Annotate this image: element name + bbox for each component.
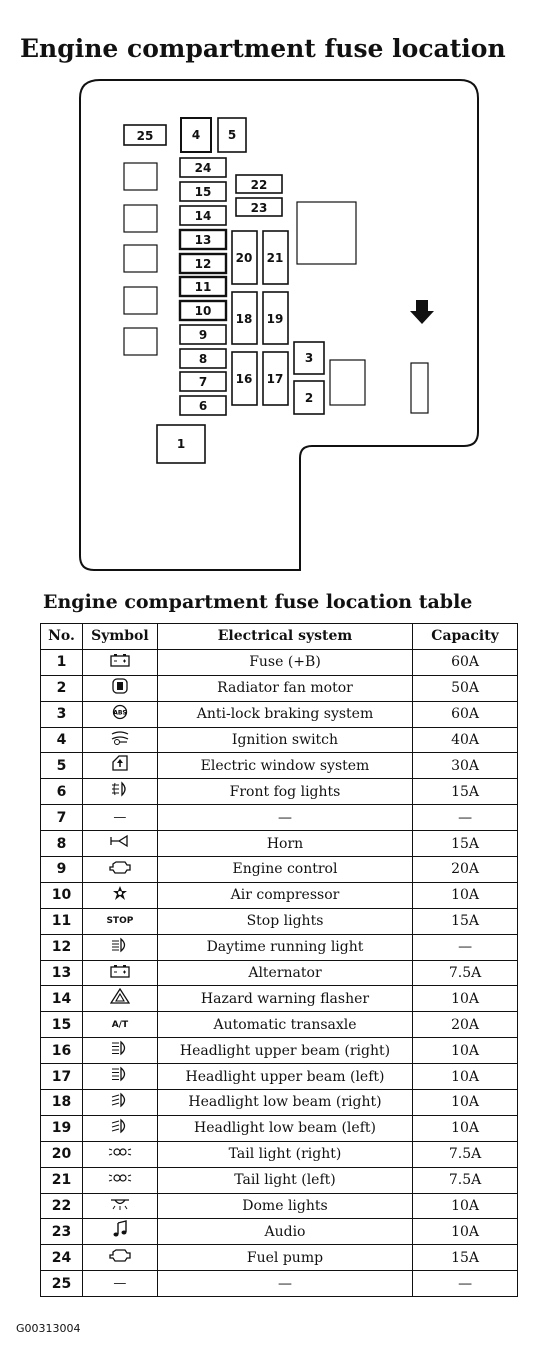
fuse-12 [180, 254, 226, 273]
fuse-number: 19 [41, 1115, 83, 1141]
fuse-25 [124, 125, 166, 145]
fuse-number: 21 [41, 1167, 83, 1193]
table-row [41, 1012, 518, 1038]
fuse-number: 1 [41, 649, 83, 675]
fuse-table [40, 623, 518, 1297]
fuse-number: 3 [41, 701, 83, 727]
horn-icon [82, 831, 157, 857]
electrical-system: Headlight upper beam (left) [157, 1064, 412, 1090]
table-row [41, 1167, 518, 1193]
table-row [41, 1064, 518, 1090]
capacity: 7.5A [413, 1167, 518, 1193]
fuse-9 [180, 325, 226, 344]
electrical-system: Electric window system [157, 753, 412, 779]
battery-icon [82, 649, 157, 675]
header-capacity: Capacity [413, 624, 518, 650]
electrical-system: Audio [157, 1219, 412, 1245]
fuse-15 [180, 182, 226, 201]
svg-text:2: 2 [304, 391, 314, 405]
svg-text:14: 14 [194, 209, 212, 223]
ignition-key-icon [82, 727, 157, 753]
fuse-number: 16 [41, 1038, 83, 1064]
capacity: 10A [413, 1090, 518, 1116]
electrical-system: Radiator fan motor [157, 675, 412, 701]
fuse-5 [218, 118, 246, 152]
capacity: — [413, 1271, 518, 1297]
high-beam-icon [82, 1064, 157, 1090]
svg-text:8: 8 [198, 352, 208, 366]
fuse-3 [294, 342, 324, 374]
table-row [41, 1038, 518, 1064]
svg-text:13: 13 [194, 233, 212, 247]
empty-cavity [124, 163, 157, 190]
fuel-pump-icon [82, 1245, 157, 1271]
svg-text:16: 16 [235, 372, 253, 386]
electrical-system: Tail light (right) [157, 1141, 412, 1167]
table-row [41, 701, 518, 727]
table-row [41, 857, 518, 883]
table-row [41, 960, 518, 986]
fuse-number: 7 [41, 805, 83, 831]
symbol-text: — [82, 1271, 157, 1297]
svg-text:24: 24 [194, 161, 212, 175]
svg-text:10: 10 [194, 304, 212, 318]
svg-text:ABS: ABS [113, 709, 127, 717]
figure-code: G00313004 [16, 1322, 81, 1335]
electrical-system: Fuse (+B) [157, 649, 412, 675]
daytime-light-icon [82, 934, 157, 960]
electrical-system: Fuel pump [157, 1245, 412, 1271]
fuse-number: 12 [41, 934, 83, 960]
table-row [41, 882, 518, 908]
svg-text:17: 17 [266, 372, 284, 386]
fuse-23 [236, 198, 282, 216]
fuse-box-diagram [0, 0, 540, 590]
electrical-system: Front fog lights [157, 779, 412, 805]
fuse-number: 6 [41, 779, 83, 805]
capacity: 15A [413, 831, 518, 857]
relay-block [297, 202, 356, 264]
electrical-system: Alternator [157, 960, 412, 986]
power-window-icon [82, 753, 157, 779]
empty-cavity [124, 245, 157, 272]
electrical-system: Automatic transaxle [157, 1012, 412, 1038]
front-fog-light-icon [82, 779, 157, 805]
fuse-2 [294, 381, 324, 414]
electrical-system: Stop lights [157, 908, 412, 934]
arrow-down-icon [410, 300, 434, 324]
header-no: No. [41, 624, 83, 650]
svg-text:9: 9 [198, 328, 208, 342]
fuse-number: 15 [41, 1012, 83, 1038]
capacity: 15A [413, 1245, 518, 1271]
empty-cavity [124, 287, 157, 314]
fuse-21 [263, 231, 288, 284]
table-row [41, 934, 518, 960]
electrical-system: Ignition switch [157, 727, 412, 753]
fuse-13 [180, 230, 226, 249]
svg-text:21: 21 [266, 251, 284, 265]
capacity: 15A [413, 908, 518, 934]
fuse-17 [263, 352, 288, 405]
svg-text:4: 4 [191, 128, 201, 142]
table-row [41, 1090, 518, 1116]
capacity: 7.5A [413, 1141, 518, 1167]
header-system: Electrical system [157, 624, 412, 650]
capacity: 20A [413, 857, 518, 883]
fuse-number: 8 [41, 831, 83, 857]
fuse-number: 20 [41, 1141, 83, 1167]
fuse-number: 14 [41, 986, 83, 1012]
engine-icon [82, 857, 157, 883]
table-header-row [41, 624, 518, 650]
capacity: 40A [413, 727, 518, 753]
capacity: 7.5A [413, 960, 518, 986]
empty-cavity [124, 205, 157, 232]
electrical-system: Headlight low beam (left) [157, 1115, 412, 1141]
table-row [41, 805, 518, 831]
electrical-system: — [157, 805, 412, 831]
capacity: — [413, 934, 518, 960]
fuse-number: 5 [41, 753, 83, 779]
table-row [41, 675, 518, 701]
symbol-text: — [82, 805, 157, 831]
page-title: Engine compartment fuse location [20, 34, 506, 63]
tail-light-icon [82, 1167, 157, 1193]
symbol-text: STOP [82, 908, 157, 934]
fuse-number: 22 [41, 1193, 83, 1219]
svg-text:25: 25 [136, 129, 154, 143]
fuse-8 [180, 349, 226, 368]
svg-text:11: 11 [194, 280, 212, 294]
fuse-11 [180, 277, 226, 296]
svg-text:22: 22 [250, 178, 268, 192]
fuse-18 [232, 292, 257, 344]
electrical-system: Tail light (left) [157, 1167, 412, 1193]
high-beam-icon [82, 1038, 157, 1064]
table-row [41, 727, 518, 753]
fuse-7 [180, 372, 226, 391]
capacity: — [413, 805, 518, 831]
fuse-20 [232, 231, 257, 284]
fuse-number: 24 [41, 1245, 83, 1271]
table-row [41, 1193, 518, 1219]
header-symbol: Symbol [82, 624, 157, 650]
electrical-system: — [157, 1271, 412, 1297]
hazard-triangle-icon [82, 986, 157, 1012]
svg-text:23: 23 [250, 201, 268, 215]
svg-text:19: 19 [266, 312, 284, 326]
fuse-number: 9 [41, 857, 83, 883]
svg-text:12: 12 [194, 257, 212, 271]
fuse-19 [263, 292, 288, 344]
table-row [41, 1271, 518, 1297]
fuse-4 [181, 118, 211, 152]
fuse-24 [180, 158, 226, 177]
fuse-number: 25 [41, 1271, 83, 1297]
table-row [41, 779, 518, 805]
capacity: 10A [413, 986, 518, 1012]
capacity: 30A [413, 753, 518, 779]
capacity: 15A [413, 779, 518, 805]
fuse-1 [157, 425, 205, 463]
dome-light-icon [82, 1193, 157, 1219]
fuse-14 [180, 206, 226, 225]
capacity: 10A [413, 1038, 518, 1064]
connector-slot [411, 363, 428, 413]
svg-text:5: 5 [227, 128, 237, 142]
capacity: 10A [413, 1193, 518, 1219]
tail-light-icon [82, 1141, 157, 1167]
svg-text:1: 1 [176, 437, 186, 451]
table-title: Engine compartment fuse location table [43, 591, 473, 613]
fuse-22 [236, 175, 282, 193]
table-row [41, 1219, 518, 1245]
capacity: 10A [413, 1064, 518, 1090]
capacity: 50A [413, 675, 518, 701]
electrical-system: Headlight upper beam (right) [157, 1038, 412, 1064]
table-row [41, 1141, 518, 1167]
audio-note-icon [82, 1219, 157, 1245]
fuse-number: 2 [41, 675, 83, 701]
electrical-system: Anti-lock braking system [157, 701, 412, 727]
svg-text:3: 3 [304, 351, 314, 365]
svg-text:6: 6 [198, 399, 208, 413]
table-row [41, 908, 518, 934]
fuse-10 [180, 301, 226, 320]
capacity: 10A [413, 1219, 518, 1245]
table-row [41, 831, 518, 857]
fuse-number: 17 [41, 1064, 83, 1090]
relay-block [330, 360, 365, 405]
fuse-number: 18 [41, 1090, 83, 1116]
capacity: 60A [413, 649, 518, 675]
empty-cavity [124, 328, 157, 355]
svg-text:15: 15 [194, 185, 212, 199]
air-compressor-icon [82, 882, 157, 908]
capacity: 60A [413, 701, 518, 727]
electrical-system: Dome lights [157, 1193, 412, 1219]
svg-text:18: 18 [235, 312, 253, 326]
table-row [41, 1245, 518, 1271]
battery-icon [82, 960, 157, 986]
fuse-number: 4 [41, 727, 83, 753]
table-row [41, 649, 518, 675]
fuse-6 [180, 396, 226, 415]
abs-icon [82, 701, 157, 727]
table-row [41, 986, 518, 1012]
fuse-number: 10 [41, 882, 83, 908]
capacity: 10A [413, 1115, 518, 1141]
symbol-text: A/T [82, 1012, 157, 1038]
electrical-system: Daytime running light [157, 934, 412, 960]
capacity: 20A [413, 1012, 518, 1038]
electrical-system: Air compressor [157, 882, 412, 908]
electrical-system: Engine control [157, 857, 412, 883]
fuse-16 [232, 352, 257, 405]
fuse-number: 13 [41, 960, 83, 986]
electrical-system: Hazard warning flasher [157, 986, 412, 1012]
svg-text:20: 20 [235, 251, 253, 265]
radiator-fan-icon [82, 675, 157, 701]
table-row [41, 753, 518, 779]
electrical-system: Headlight low beam (right) [157, 1090, 412, 1116]
fuse-number: 23 [41, 1219, 83, 1245]
fuse-number: 11 [41, 908, 83, 934]
low-beam-icon [82, 1090, 157, 1116]
svg-text:7: 7 [198, 375, 208, 389]
capacity: 10A [413, 882, 518, 908]
table-row [41, 1115, 518, 1141]
electrical-system: Horn [157, 831, 412, 857]
low-beam-icon [82, 1115, 157, 1141]
